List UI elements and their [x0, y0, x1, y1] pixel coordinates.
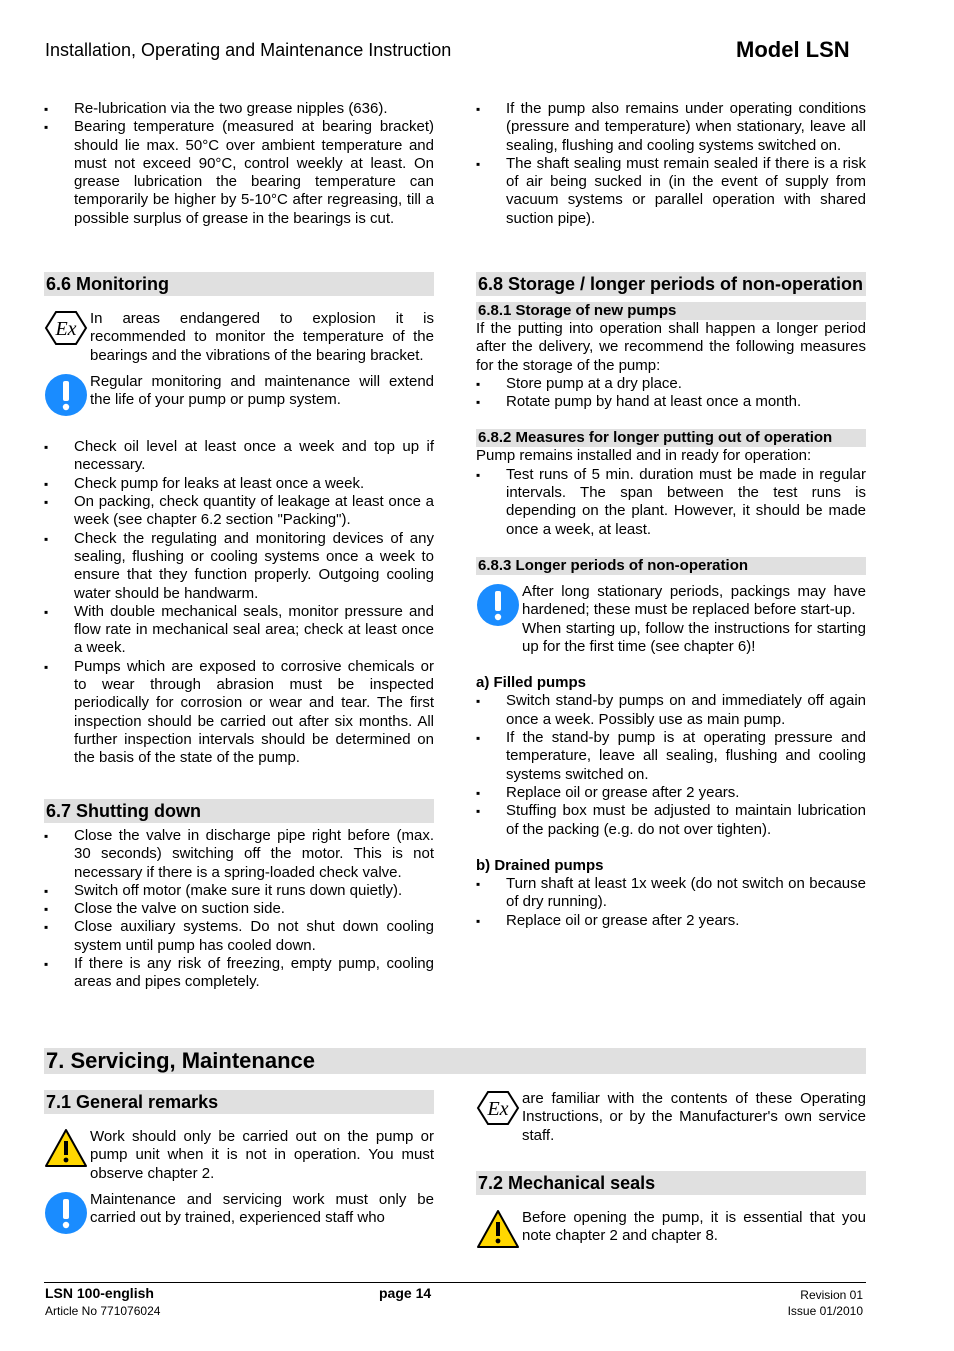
- list-item: ▪ If there is any risk of freezing, empty pump, cooling areas and pipes completely.: [44, 955, 434, 992]
- warning-icon: [44, 1128, 90, 1173]
- list-item: ▪ Rotate pump by hand at least once a month.: [476, 393, 866, 411]
- section-heading: 7.1 General remarks: [44, 1090, 434, 1114]
- footer-issue: Issue 01/2010: [787, 1304, 863, 1318]
- list-item: ▪ Test runs of 5 min. duration must be made in regular intervals. The span between the test runs is depending on the plant. However, it should be made once a week, at least.: [476, 466, 866, 539]
- list-item: ▪ On packing, check quantity of leakage at least once a week (see chapter 6.2 section "Packing").: [44, 493, 434, 530]
- list-item: ▪ Close auxiliary systems. Do not shut down cooling system until pump has cooled down.: [44, 918, 434, 955]
- list-item: ▪ Store pump at a dry place.: [476, 375, 866, 393]
- section-shutting-down: [44, 799, 434, 992]
- list-item: ▪ Switch stand-by pumps on and immediately off again once a week. Possibly use as main pump.: [476, 692, 866, 729]
- list-item: ▪ Close the valve on suction side.: [44, 900, 434, 918]
- subsection-heading: 6.8.3 Longer periods of non-operation: [476, 557, 866, 575]
- ex-note: Ex are familiar with the contents of these Operating Instructions, or by the Manufacturer's own service staff.: [476, 1090, 866, 1145]
- exclamation-icon: [476, 583, 522, 632]
- section-heading: 6.7 Shutting down: [44, 799, 434, 823]
- list-item: ▪ Check the regulating and monitoring devices of any sealing, flushing or cooling systems once a week to ensure that they function properly. Outgoing cooling water should be handwarm.: [44, 530, 434, 603]
- ex-note: Ex In areas endangered to explosion it is recommended to monitor the temperature of the bearings and the vibrations of the bearing bracket.: [44, 310, 434, 365]
- list-item: ▪ Re-lubrication via the two grease nipples (636).: [44, 100, 434, 118]
- header-title: Installation, Operating and Maintenance Instruction: [45, 40, 452, 60]
- section-monitoring: [44, 272, 434, 768]
- list-item: ▪ Replace oil or grease after 2 years.: [476, 912, 866, 930]
- subsection-heading: 6.8.2 Measures for longer putting out of operation: [476, 429, 866, 447]
- section-mechanical-seals: [476, 1171, 866, 1254]
- chapter-heading: 7. Servicing, Maintenance: [44, 1048, 866, 1074]
- exclamation-icon: [44, 373, 90, 422]
- section-general-remarks: [44, 1090, 434, 1240]
- footer-revision: Revision 01: [800, 1288, 863, 1302]
- footer-doc: LSN 100-english: [45, 1285, 154, 1301]
- list-item: ▪ Check oil level at least once a week and top up if necessary.: [44, 438, 434, 475]
- footer-divider: [44, 1282, 866, 1283]
- list-item: ▪ Close the valve in discharge pipe right before (max. 30 seconds) switching off the motor. This is not necessary if there is a spring-loaded check valve.: [44, 827, 434, 882]
- ex-icon: [476, 1090, 522, 1131]
- list-item: ▪ Stuffing box must be adjusted to maintain lubrication of the packing (e.g. do not over tighten).: [476, 802, 866, 839]
- list-item: ▪ If the stand-by pump is at operating pressure and temperature, leave all sealing, flushing and cooling systems switched on.: [476, 729, 866, 784]
- list-item: ▪ With double mechanical seals, monitor pressure and flow rate in mechanical seal area; check at least once a week.: [44, 603, 434, 658]
- info-note: Regular monitoring and maintenance will extend the life of your pump or pump system.: [44, 373, 434, 422]
- list-item: ▪ The shaft sealing must remain sealed if there is a risk of air being sucked in (in the event of supply from vacuum systems or parallel operation with shared suction pipe).: [476, 155, 866, 228]
- section-storage: 6.8 Storage / longer periods of non-operation 6.8.1 Storage of new pumps If the putting into operation shall happen a longer period after the delivery, we recommend the following measures for the storage of the pump: ▪ Store pump at a dry place. ▪ Rotate pump by hand at least once a month. 6.8.2 Measures for longer putting out of operation Pump remains installed and in ready for operation: ▪ Test runs of 5 min. duration must be made in regular intervals. The span between the test runs is depending on the plant. However, it should be made once a week, at least. 6.8.3 Longer periods of non-operation After long stationary periods, packings may have hardened; these must be replaced before start-up. When starting up, follow the instructions for starting up for the first time (see chapter 6)! a) Filled pumps ▪ Switch stand-by pumps on and immediately off again once a week. Possibly use as main pump. ▪ If the stand-by pump is at operating pressure and temperature, leave all sealing, flushing and cooling systems switched on. ▪ Replace oil or grease after 2 years. ▪ Stuffing box must be adjusted to maintain lubrication of the packing (e.g. do not over tighten). b) Drained pumps ▪ Turn shaft at least 1x week (do not switch on because of dry running). ▪ Replace oil or grease after 2 years.: [476, 272, 866, 930]
- warning-note: Work should only be carried out on the pump or pump unit when it is not in operation. You must observe chapter 2.: [44, 1128, 434, 1183]
- svg-text:Ex: Ex: [487, 1098, 509, 1120]
- info-note: Maintenance and servicing work must only be carried out by trained, experienced staff who: [44, 1191, 434, 1240]
- exclamation-icon: [44, 1191, 90, 1240]
- subsection-title: a) Filled pumps: [476, 674, 587, 692]
- section-general-remarks-cont: [476, 1090, 866, 1145]
- right-intro: [476, 100, 866, 228]
- info-note: After long stationary periods, packings may have hardened; these must be replaced before start-up. When starting up, follow the instructions for starting up for the first time (see chapter 6)!: [476, 583, 866, 656]
- list-item: ▪ If the pump also remains under operating conditions (pressure and temperature) when stationary, leave all sealing, flushing and cooling systems switched on.: [476, 100, 866, 155]
- footer-article: Article No 771076024: [45, 1304, 161, 1318]
- list-item: ▪ Pumps which are exposed to corrosive chemicals or to wear through abrasion must be inspected periodically for corrosion or wear and tear. The first inspection should be carried out after six months. All further inspection intervals should be determined on the basis of the state of the pump.: [44, 658, 434, 768]
- section-heading: 6.8 Storage / longer periods of non-operation: [476, 272, 866, 296]
- left-intro: [44, 100, 434, 228]
- header-model: Model LSN: [736, 37, 850, 62]
- subsection-title: b) Drained pumps: [476, 856, 604, 874]
- subsection-heading: 6.8.1 Storage of new pumps: [476, 302, 866, 320]
- svg-text:Ex: Ex: [55, 318, 77, 340]
- list-item: ▪ Check pump for leaks at least once a week.: [44, 475, 434, 493]
- list-item: ▪ Replace oil or grease after 2 years.: [476, 784, 866, 802]
- footer-page-number: page 14: [379, 1285, 432, 1301]
- list-item: ▪ Turn shaft at least 1x week (do not switch on because of dry running).: [476, 875, 866, 912]
- section-heading: 6.6 Monitoring: [44, 272, 434, 296]
- warning-note: Before opening the pump, it is essential that you note chapter 2 and chapter 8.: [476, 1209, 866, 1254]
- ex-icon: [44, 310, 90, 351]
- list-item: ▪ Switch off motor (make sure it runs down quietly).: [44, 882, 434, 900]
- section-heading: 7.2 Mechanical seals: [476, 1171, 866, 1195]
- warning-icon: [476, 1209, 522, 1254]
- list-item: ▪ Bearing temperature (measured at bearing bracket) should lie max. 50°C over ambient temperature and must not exceed 90°C, control weekly at least. On grease lubrication the bearing temperature can temporarily be higher by 5-10°C after regreasing, till a possible surplus of grease in the bearings is cut.: [44, 118, 434, 228]
